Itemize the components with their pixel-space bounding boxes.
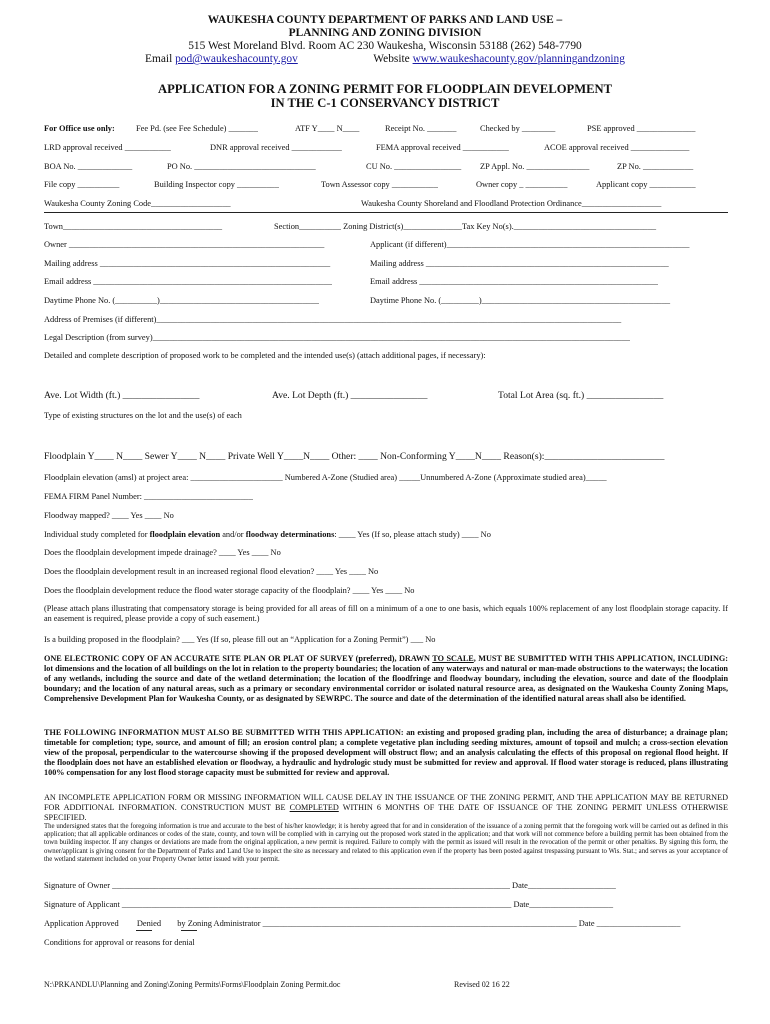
footer-file-path: N:\PRKANDLU\Planning and Zoning\Zoning Permits\Forms\Floodplain Zoning Permit.doc <box>44 980 341 989</box>
section-zoning-taxkey-field[interactable]: Section__________ Zoning District(s)______________Tax Key No(s).__________________________________ <box>274 222 657 231</box>
boa-no-field[interactable]: BOA No. _____________ <box>44 162 133 171</box>
increase-elevation-field[interactable]: Does the floodplain development result in an increased regional flood elevation? ____ Yes ____ No <box>44 567 379 576</box>
file-copy-field[interactable]: File copy __________ <box>44 180 120 189</box>
zoning-administrator-field[interactable]: by Zoning Administrator ___________________________________________________________________________ Date ____________________ <box>177 919 681 928</box>
zp-appl-no-field[interactable]: ZP Appl. No. _______________ <box>480 162 590 171</box>
para1-a: ONE ELECTRONIC COPY OF AN ACCURATE SITE PLAN OR PLAT OF SURVEY (preferred), DRAWN <box>44 654 433 663</box>
para3-b: COMPLETED <box>289 803 339 812</box>
approved-label: Application Approved <box>44 919 119 928</box>
study-text-b: floodplain elevation <box>149 530 221 539</box>
town-assessor-copy-field[interactable]: Town Assessor copy ___________ <box>321 180 438 189</box>
form-title-line1: APPLICATION FOR A ZONING PERMIT FOR FLOODPLAIN DEVELOPMENT <box>158 82 612 96</box>
fema-approval-field[interactable]: FEMA approval received ___________ <box>376 143 509 152</box>
form-title-line2: IN THE C-1 CONSERVANCY DISTRICT <box>270 96 500 110</box>
denied-blank[interactable] <box>181 930 197 931</box>
study-text-d: floodway determinations <box>245 530 335 539</box>
lot-width-field[interactable]: Ave. Lot Width (ft.) ________________ <box>44 390 200 401</box>
para3-c: WITHIN 6 MONTHS OF THE DATE OF ISSUANCE OF THE ZONING PERMIT UNLESS OTHERWISE SPECIFIED. <box>44 803 728 822</box>
email-link[interactable]: pod@waukeshacounty.gov <box>175 53 298 65</box>
atf-field[interactable]: ATF Y____ N____ <box>295 124 360 133</box>
pse-approved-field[interactable]: PSE approved ______________ <box>587 124 696 133</box>
existing-structures-label: Type of existing structures on the lot and the use(s) of each <box>44 411 242 420</box>
applicant-field[interactable]: Applicant (if different)__________________________________________________________ <box>370 240 690 249</box>
po-no-field[interactable]: PO No. _____________________________ <box>167 162 316 171</box>
checked-by-field[interactable]: Checked by ________ <box>480 124 556 133</box>
owner-signature-field[interactable]: Signature of Owner _______________________________________________________________________________________________ Date_____________________ <box>44 881 616 890</box>
building-proposed-field[interactable]: Is a building proposed in the floodplain? ___ Yes (If so, please fill out an “Application for a Zoning Permit”) ___ No <box>44 635 436 644</box>
applicant-copy-field[interactable]: Applicant copy ___________ <box>596 180 696 189</box>
floodplain-elevation-field[interactable]: Floodplain elevation (amsl) at project area: ______________________ Numbered A-Zone (Studied area) _____Unnumbered A-Zone (Approximate studied area)_____ <box>44 473 607 482</box>
owner-field[interactable]: Owner _____________________________________________________________ <box>44 240 325 249</box>
compensatory-storage-note: (Please attach plans illustrating that compensatory storage is being provided for all areas of fill on a minimum of a one to one basis, which equals 100% replacement of any lost floodplain storage capacity. If an easement is required, please provide a copy of such easement.) <box>44 604 728 623</box>
lrd-approval-field[interactable]: LRD approval received ___________ <box>44 143 171 152</box>
individual-study-field[interactable] <box>44 530 491 540</box>
impede-drainage-field[interactable]: Does the floodplain development impede drainage? ____ Yes ____ No <box>44 548 281 557</box>
shoreland-ordinance-field[interactable]: Waukesha County Shoreland and Floodland Protection Ordinance___________________ <box>361 199 662 208</box>
applicant-phone-field[interactable]: Daytime Phone No. (_________)_____________________________________________ <box>370 296 671 305</box>
floodplain-sewer-well-row[interactable]: Floodplain Y____ N____ Sewer Y____ N____ Private Well Y____N____ Other: ____ Non-Conforming Y____N____ Reason(s):_________________________ <box>44 451 665 462</box>
incomplete-application-warning <box>44 793 728 823</box>
applicant-email-field[interactable]: Email address _________________________________________________________ <box>370 277 658 286</box>
website-label: Website <box>373 53 410 65</box>
owner-mailing-address-field[interactable]: Mailing address _______________________________________________________ <box>44 259 331 268</box>
contact-line <box>0 53 770 65</box>
work-description-label: Detailed and complete description of proposed work to be completed and the intended use(s) (attach additional pages, if necessary): <box>44 351 486 360</box>
approval-row <box>44 919 680 929</box>
applicant-mailing-address-field[interactable]: Mailing address __________________________________________________________ <box>370 259 669 268</box>
fema-panel-field[interactable]: FEMA FIRM Panel Number: __________________________ <box>44 492 253 501</box>
building-inspector-copy-field[interactable]: Building Inspector copy __________ <box>154 180 279 189</box>
office-row-1 <box>44 124 115 134</box>
email-label: Email <box>145 53 173 65</box>
conditions-label: Conditions for approval or reasons for denial <box>44 938 195 947</box>
approved-blank[interactable] <box>136 930 152 931</box>
fee-paid-field[interactable]: Fee Pd. (see Fee Schedule) _______ <box>136 124 258 133</box>
footer-revised-date: Revised 02 16 22 <box>454 980 510 989</box>
office-use-label: For Office use only: <box>44 124 115 133</box>
department-address: 515 West Moreland Blvd. Room AC 230 Waukesha, Wisconsin 53188 (262) 548-7790 <box>188 40 582 52</box>
study-text-c: and/or <box>220 530 246 539</box>
lot-area-field[interactable]: Total Lot Area (sq. ft.) ________________ <box>498 390 664 401</box>
receipt-no-field[interactable]: Receipt No. _______ <box>385 124 457 133</box>
section-divider <box>44 212 728 213</box>
lot-depth-field[interactable]: Ave. Lot Depth (ft.) ________________ <box>272 390 428 401</box>
para3-a: AN INCOMPLETE APPLICATION FORM OR MISSING INFORMATION WILL CAUSE DELAY IN THE ISSUANCE OF THE ZONING PERMIT, AND THE APPLICATION MAY BE RETURNED FOR ADDITIONAL INFORMATION. CONSTRUCTION MUST BE <box>44 793 728 812</box>
department-name: WAUKESHA COUNTY DEPARTMENT OF PARKS AND LAND USE – <box>207 14 563 26</box>
legal-description-field[interactable]: Legal Description (from survey)__________________________________________________________________________________________________________________ <box>44 333 630 342</box>
dnr-approval-field[interactable]: DNR approval received ____________ <box>210 143 342 152</box>
owner-email-field[interactable]: Email address _________________________________________________________ <box>44 277 332 286</box>
applicant-signature-field[interactable]: Signature of Applicant _____________________________________________________________________________________________ Date____________________ <box>44 900 614 909</box>
study-text-a: Individual study completed for <box>44 530 150 539</box>
reduce-storage-field[interactable]: Does the floodplain development reduce the flood water storage capacity of the floodplain? ____ Yes ____ No <box>44 586 415 595</box>
town-field[interactable]: Town______________________________________ <box>44 222 223 231</box>
owner-phone-field[interactable]: Daytime Phone No. (__________)______________________________________ <box>44 296 319 305</box>
zp-no-field[interactable]: ZP No. ____________ <box>617 162 694 171</box>
floodway-mapped-field[interactable]: Floodway mapped? ____ Yes ____ No <box>44 511 174 520</box>
premises-address-field[interactable]: Address of Premises (if different)_______________________________________________________________________________________________________________ <box>44 315 622 324</box>
para1-b: TO SCALE <box>432 654 474 663</box>
study-text-e: : ____ Yes (If so, please attach study) ____ No <box>334 530 491 539</box>
division-name: PLANNING AND ZONING DIVISION <box>288 27 482 39</box>
website-link[interactable]: www.waukeshacounty.gov/planningandzoning <box>412 53 625 65</box>
para1-c: , MUST BE SUBMITTED WITH THIS APPLICATION, INCLUDING: lot dimensions and the location of all buildings on the lot in relation to the property boundaries; the location of any waterways and natural or man-made obstructions to the waterways; the location of any wetlands, including the source and date of the wetland determination; the location of the floodfringe and floodway boundary, including the elevation, source and date of the floodplain boundary; and the location of any natural areas, such as a primary or secondary environmental corridor or isolated natural resource area, as designated on the Waukesha County Zoning Maps, Comprehensive Development Plan for Waukesha County, or as designated by SEWRPC. The source and date of the determination of the identified natural areas shall also be identified. <box>44 654 729 703</box>
additional-information-requirements: THE FOLLOWING INFORMATION MUST ALSO BE SUBMITTED WITH THIS APPLICATION: an existing and proposed grading plan, including the area of disturbance; a drainage plan; timetable for completion; type, source, and amount of fill; an erosion control plan; a complete vegetative plan including seeding mixtures, amount of topsoil and mulch; a cross-section elevation view of the proposal, perpendicular to the watercourse showing if the proposed development will obstruct flow; and an analysis calculating the effects of this proposal on regional flood height. If the floodplain does not have an established elevation or floodway, a hydraulic and hydrologic study must be submitted for review and approval. If flood water storage is reduced, plans illustrating 100% compensation for any lost flood storage capacity must be submitted for review and approval. <box>44 728 728 777</box>
denied-label: Denied <box>136 919 162 928</box>
site-plan-requirements <box>44 654 728 704</box>
cu-no-field[interactable]: CU No. ________________ <box>366 162 462 171</box>
zoning-code-field[interactable]: Waukesha County Zoning Code___________________ <box>44 199 231 208</box>
owner-copy-field[interactable]: Owner copy _ __________ <box>476 180 568 189</box>
certification-statement: The undersigned states that the foregoing information is true and accurate to the best of his/her knowledge; it is hereby agreed that for and in consideration of the issuance of a zoning permit that the foregoing work will be carried out as defined in this application; that all applicable ordinances or codes of the state, county, and town will be complied with in carrying out the proposed work stated in the application; and that work will not commence before a building permit has been obtained from the town building inspector. If any changes or deviations are made from the original application, a new permit is required. Failure to comply with the permit as issued will result in the revocation of the permit or other penalties. By signing this form, the owner/applicant is giving consent for the Department of Parks and Land Use to inspect the site as necessary and related to this application even if the property has been posted against trespassing pursuant to Wis. Stat.; and serves as your acceptance of the wetland statement included on your Property Owner letter issued with your permit. <box>44 823 728 863</box>
acoe-approval-field[interactable]: ACOE approval received ______________ <box>544 143 690 152</box>
